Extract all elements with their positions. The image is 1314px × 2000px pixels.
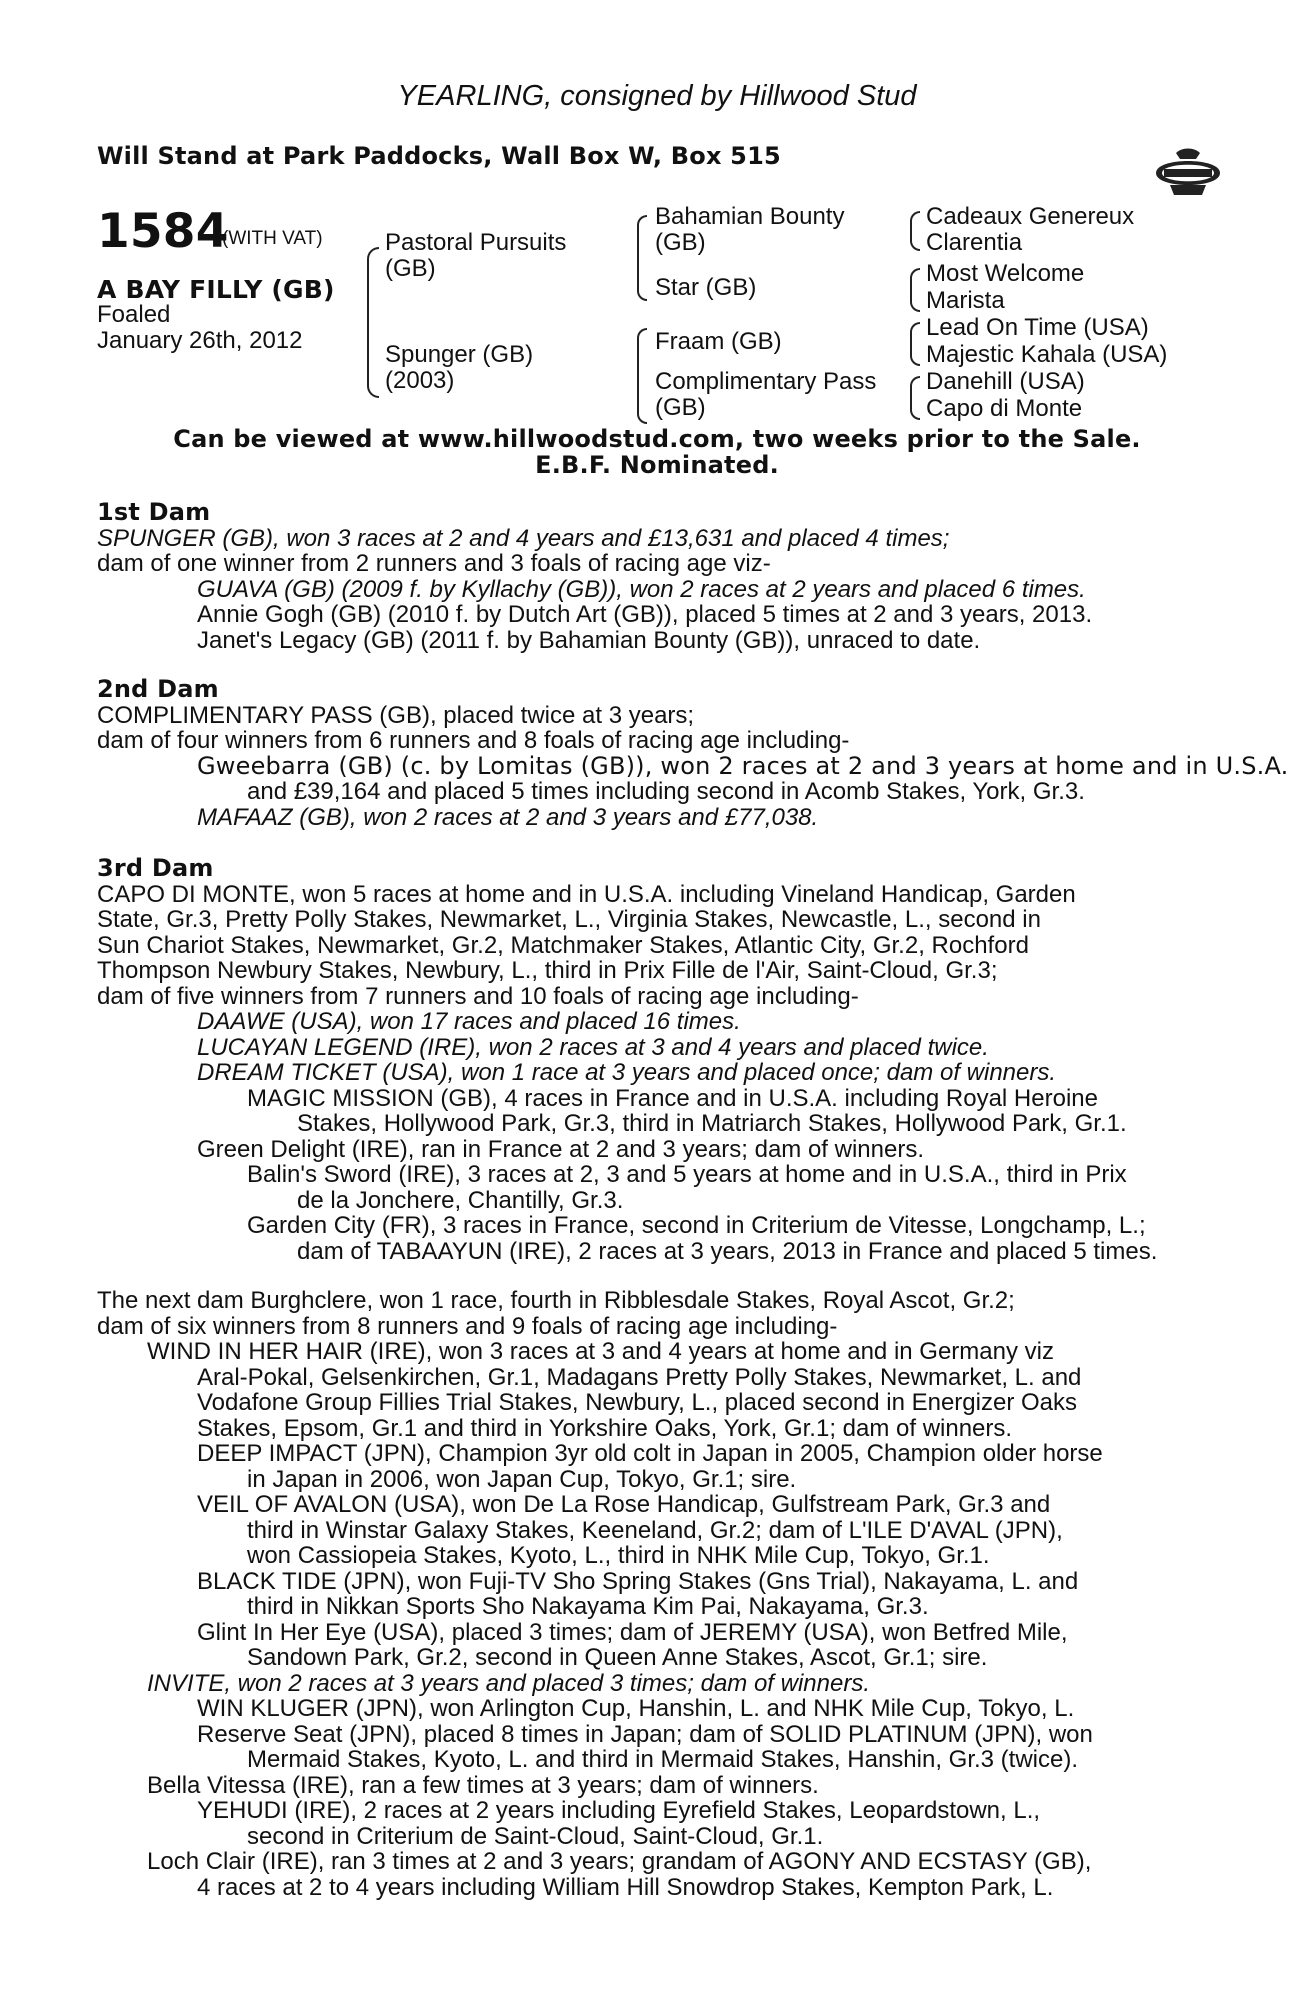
third-dam-line: dam of five winners from 7 runners and 10 foals of racing age including-	[97, 982, 859, 1010]
page-title: YEARLING, consigned by Hillwood Stud	[397, 80, 917, 112]
pedigree-sss: Cadeaux Genereux	[926, 203, 1135, 230]
next-dam-line: Sandown Park, Gr.2, second in Queen Anne Stakes, Ascot, Gr.1; sire.	[247, 1644, 988, 1671]
foaled-label: Foaled	[97, 301, 171, 328]
next-dam-line: Aral-Pokal, Gelsenkirchen, Gr.1, Madagans Pretty Polly Stakes, Newmarket, L. and	[197, 1363, 1082, 1391]
pedigree-ddd: Capo di Monte	[926, 395, 1083, 422]
brace-g2	[910, 268, 920, 312]
sire-dam-brace	[367, 247, 379, 398]
next-dam-line: Glint In Her Eye (USA), placed 3 times; dam of JEREMY (USA), won Betfred Mile,	[197, 1618, 1068, 1646]
stand-location: Will Stand at Park Paddocks, Wall Box W, Box 515	[97, 142, 781, 170]
viewing-note: Can be viewed at www.hillwoodstud.com, two weeks prior to the Sale.	[173, 425, 1141, 453]
first-dam-line: GUAVA (GB) (2009 f. by Kyllachy (GB)), won 2 races at 2 years and placed 6 times.	[197, 575, 1086, 603]
foaled-date: January 26th, 2012	[97, 327, 303, 354]
first-dam-line: dam of one winner from 2 runners and 3 foals of racing age viz-	[97, 550, 771, 577]
pedigree-ssd: Clarentia	[926, 229, 1023, 256]
third-dam-line: DAAWE (USA), won 17 races and placed 16 times.	[197, 1008, 741, 1035]
second-dam-line: COMPLIMENTARY PASS (GB), placed twice at 3 years;	[97, 701, 695, 729]
lot-number: 1584	[97, 204, 229, 259]
pedigree-dam: Spunger (GB)	[385, 341, 534, 368]
third-dam-line: MAGIC MISSION (GB), 4 races in France and in U.S.A. including Royal Heroine	[247, 1084, 1098, 1112]
pedigree-ds: Fraam (GB)	[655, 328, 782, 355]
third-dam-line: Balin's Sword (IRE), 3 races at 2, 3 and 5 years at home and in U.S.A., third in Prix	[247, 1161, 1127, 1188]
next-dam-line: third in Nikkan Sports Sho Nakayama Kim Pai, Nakayama, Gr.3.	[247, 1593, 929, 1620]
horse-name: A BAY FILLY (GB)	[97, 275, 335, 304]
pedigree-dds: Danehill (USA)	[926, 368, 1085, 395]
pedigree-sdd: Marista	[926, 287, 1005, 314]
next-dam-line: YEHUDI (IRE), 2 races at 2 years including Eyrefield Stakes, Leopardstown, L.,	[197, 1797, 1041, 1824]
next-dam-line: The next dam Burghclere, won 1 race, fourth in Ribblesdale Stakes, Royal Ascot, Gr.2;	[97, 1287, 1015, 1314]
third-dam-section	[97, 856, 1207, 1264]
next-dam-line: Stakes, Epsom, Gr.1 and third in Yorkshire Oaks, York, Gr.1; dam of winners.	[197, 1414, 1013, 1442]
second-dam-line: Gweebarra (GB) (c. by Lomitas (GB)), won 2 races at 2 and 3 years at home and in U.S.A.	[197, 751, 1289, 780]
third-dam-line: Stakes, Hollywood Park, Gr.3, third in Matriarch Stakes, Hollywood Park, Gr.1.	[297, 1110, 1127, 1137]
next-dam-line: VEIL OF AVALON (USA), won De La Rose Handicap, Gulfstream Park, Gr.3 and	[197, 1491, 1051, 1518]
pedigree-sire-country: (GB)	[385, 255, 436, 282]
third-dam-line: DREAM TICKET (USA), won 1 race at 3 years and placed once; dam of winners.	[197, 1059, 1057, 1086]
third-dam-line: de la Jonchere, Chantilly, Gr.3.	[297, 1186, 624, 1214]
next-dam-line: Mermaid Stakes, Kyoto, L. and third in Mermaid Stakes, Hanshin, Gr.3 (twice).	[247, 1746, 1078, 1773]
next-dam-line: INVITE, won 2 races at 3 years and placed 3 times; dam of winners.	[147, 1669, 870, 1697]
pedigree-sds: Most Welcome	[926, 260, 1085, 287]
first-dam-section	[97, 500, 1207, 653]
third-dam-line: dam of TABAAYUN (IRE), 2 races at 3 years, 2013 in France and placed 5 times.	[297, 1237, 1158, 1265]
next-dam-line: won Cassiopeia Stakes, Kyoto, L., third in NHK Mile Cup, Tokyo, Gr.1.	[247, 1542, 990, 1569]
third-dam-line: State, Gr.3, Pretty Polly Stakes, Newmarket, L., Virginia Stakes, Newcastle, L., second in	[97, 906, 1041, 933]
next-dam-line: WIND IN HER HAIR (IRE), won 3 races at 3 and 4 years at home and in Germany viz	[147, 1338, 1054, 1365]
pedigree-sd: Star (GB)	[655, 274, 757, 301]
next-dam-line: third in Winstar Galaxy Stakes, Keeneland, Gr.2; dam of L'ILE D'AVAL (JPN),	[247, 1516, 1063, 1544]
ebf-note: E.B.F. Nominated.	[535, 451, 779, 479]
first-dam-line: Janet's Legacy (GB) (2011 f. by Bahamian Bounty (GB)), unraced to date.	[197, 626, 981, 654]
next-dam-line: Bella Vitessa (IRE), ran a few times at 3 years; dam of winners.	[147, 1771, 819, 1799]
third-dam-line: Sun Chariot Stakes, Newmarket, Gr.2, Matchmaker Stakes, Atlantic City, Gr.2, Rochford	[97, 931, 1029, 959]
first-dam-line: Annie Gogh (GB) (2010 f. by Dutch Art (GB)), placed 5 times at 2 and 3 years, 2013.	[197, 601, 1093, 628]
second-dam-line: and £39,164 and placed 5 times including second in Acomb Stakes, York, Gr.3.	[247, 778, 1085, 805]
pedigree-dd: Complimentary Pass	[655, 368, 877, 395]
brace-g1	[910, 211, 920, 251]
next-dam-line: BLACK TIDE (JPN), won Fuji-TV Sho Spring Stakes (Gns Trial), Nakayama, L. and	[197, 1567, 1079, 1595]
vat-label: (WITH VAT)	[222, 228, 323, 249]
brace-g4	[910, 376, 920, 420]
next-dam-line: DEEP IMPACT (JPN), Champion 3yr old colt in Japan in 2005, Champion older horse	[197, 1440, 1103, 1467]
pedigree-dd-country: (GB)	[655, 394, 706, 421]
pedigree-dss: Lead On Time (USA)	[926, 314, 1149, 341]
brace-g3	[910, 322, 920, 366]
third-dam-heading: 3rd Dam	[97, 854, 214, 882]
third-dam-line: Thompson Newbury Stakes, Newbury, L., third in Prix Fille de l'Air, Saint-Cloud, Gr.3;	[97, 957, 998, 984]
first-dam-line: SPUNGER (GB), won 3 races at 2 and 4 years and £13,631 and placed 4 times;	[97, 524, 950, 552]
second-dam-heading: 2nd Dam	[97, 675, 219, 703]
second-dam-line: MAFAAZ (GB), won 2 races at 2 and 3 years and £77,038.	[197, 803, 819, 831]
pedigree-dsd: Majestic Kahala (USA)	[926, 341, 1168, 368]
sire-line-brace	[637, 215, 647, 301]
next-dam-line: second in Criterium de Saint-Cloud, Saint-Cloud, Gr.1.	[247, 1822, 824, 1850]
second-dam-line: dam of four winners from 6 runners and 8 foals of racing age including-	[97, 727, 850, 754]
next-dam-line: Loch Clair (IRE), ran 3 times at 2 and 3 years; grandam of AGONY AND ECSTASY (GB),	[147, 1848, 1092, 1875]
third-dam-line: CAPO DI MONTE, won 5 races at home and in U.S.A. including Vineland Handicap, Garden	[97, 880, 1076, 908]
next-dam-line: in Japan in 2006, won Japan Cup, Tokyo, Gr.1; sire.	[247, 1465, 797, 1493]
next-dam-line: dam of six winners from 8 runners and 9 foals of racing age including-	[97, 1312, 838, 1340]
next-dam-line: Vodafone Group Fillies Trial Stakes, Newbury, L., placed second in Energizer Oaks	[197, 1389, 1077, 1416]
pedigree-sire: Pastoral Pursuits	[385, 229, 567, 256]
next-dam-line: Reserve Seat (JPN), placed 8 times in Japan; dam of SOLID PLATINUM (JPN), won	[197, 1720, 1093, 1748]
pedigree-ss-country: (GB)	[655, 229, 706, 256]
third-dam-line: LUCAYAN LEGEND (IRE), won 2 races at 3 and 4 years and placed twice.	[197, 1033, 989, 1061]
third-dam-line: Garden City (FR), 3 races in France, second in Criterium de Vitesse, Longchamp, L.;	[247, 1212, 1146, 1239]
second-dam-section	[97, 675, 1289, 831]
pedigree-ss: Bahamian Bounty	[655, 203, 845, 230]
next-dam-line: 4 races at 2 to 4 years including William Hill Snowdrop Stakes, Kempton Park, L.	[197, 1873, 1054, 1901]
dam-line-brace	[637, 328, 647, 424]
next-dam-section	[97, 1288, 1207, 1900]
next-dam-line: WIN KLUGER (JPN), won Arlington Cup, Hanshin, L. and NHK Mile Cup, Tokyo, L.	[197, 1695, 1075, 1722]
first-dam-heading: 1st Dam	[97, 498, 211, 526]
pedigree-dam-year: (2003)	[385, 367, 455, 394]
third-dam-line: Green Delight (IRE), ran in France at 2 and 3 years; dam of winners.	[197, 1135, 924, 1163]
yearling-bonus-badge	[1152, 145, 1224, 203]
